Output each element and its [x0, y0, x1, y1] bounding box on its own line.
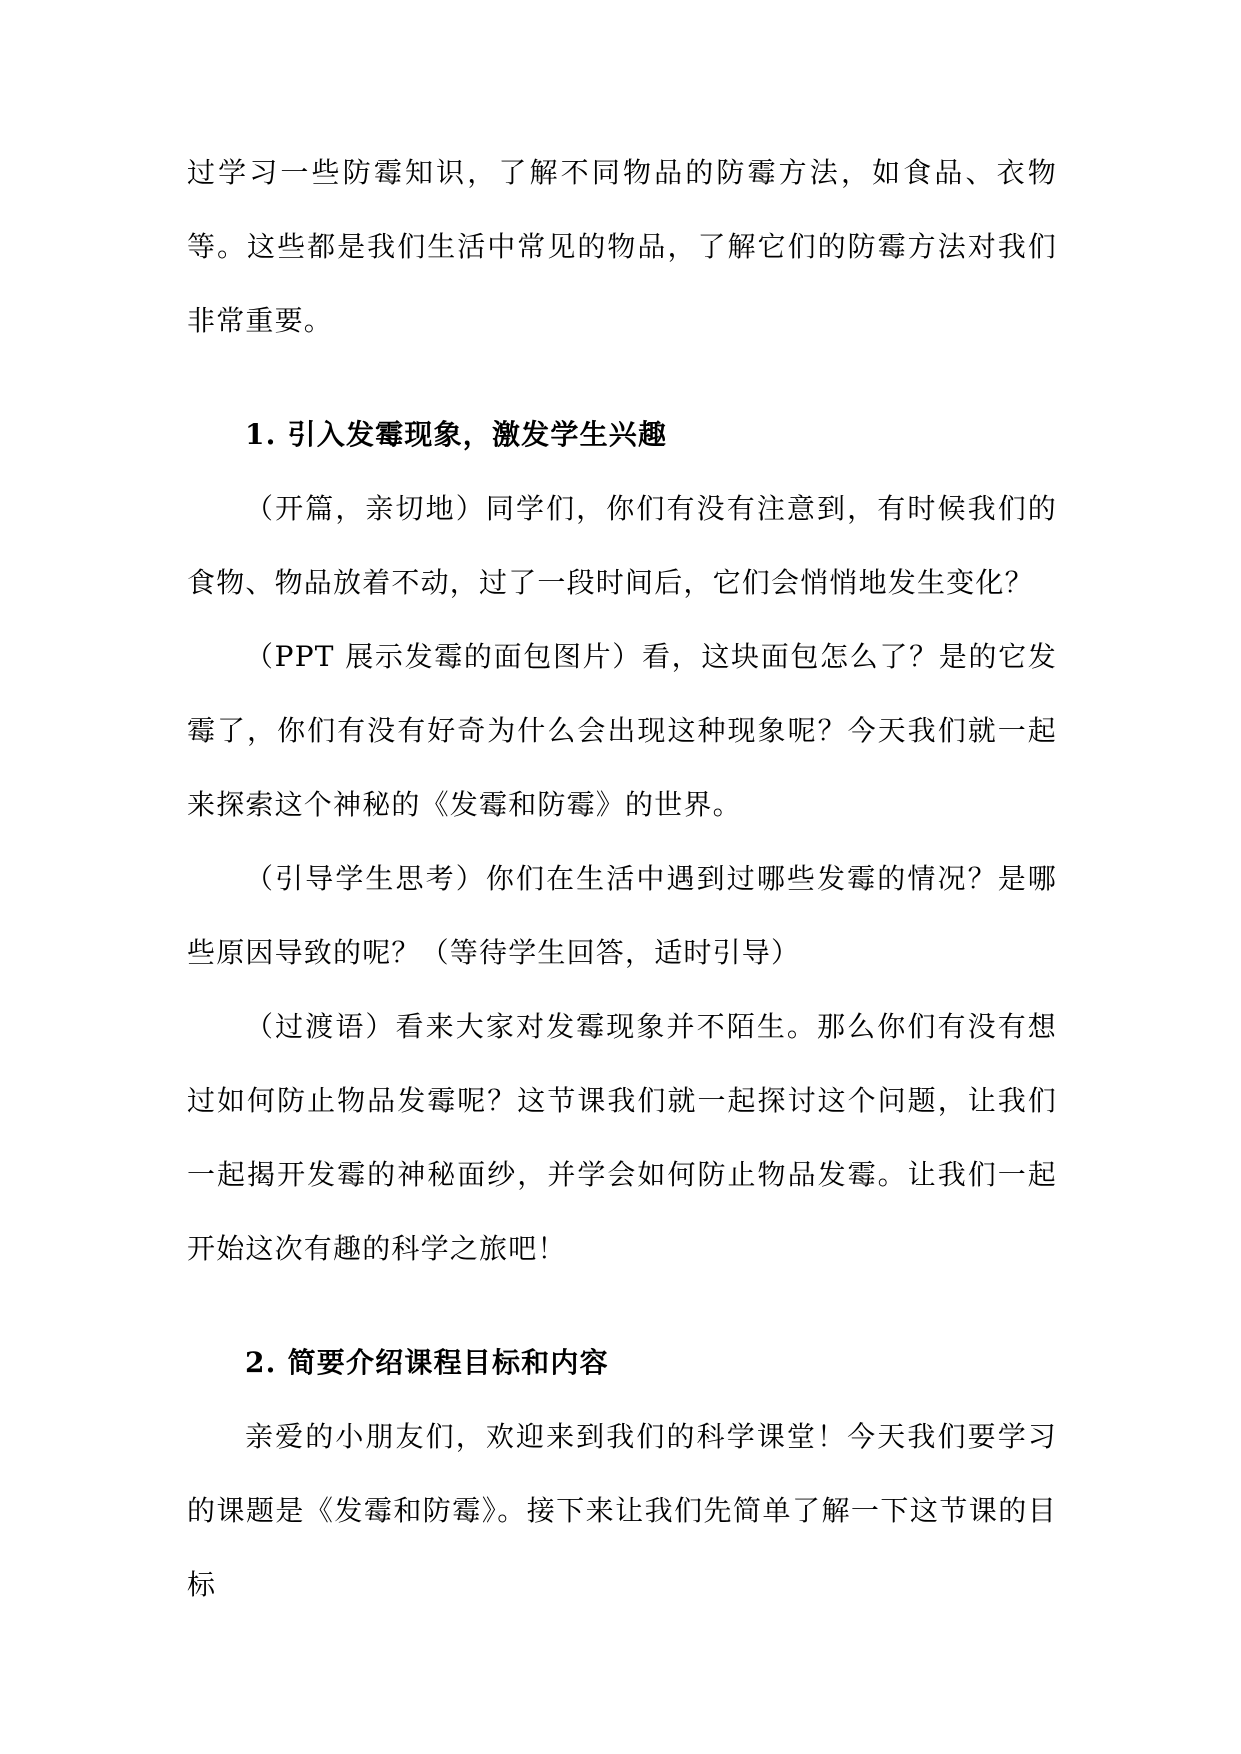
- paragraph-opening: （开篇，亲切地）同学们，你们有没有注意到，有时候我们的食物、物品放着不动，过了一段时间后，它们会悄悄地发生变化？: [187, 492, 1057, 599]
- paragraph-ppt-bread: （PPT 展示发霉的面包图片）看，这块面包怎么了？是的它发霉了，你们有没有好奇为什么会出现这种现象呢？今天我们就一起来探索这个神秘的《发霉和防霉》的世界。: [187, 640, 1057, 821]
- section-heading-2: 2. 简要介绍课程目标和内容: [245, 1346, 609, 1379]
- paragraph-guide-thinking: （引导学生思考）你们在生活中遇到过哪些发霉的情况？是哪些原因导致的呢？（等待学生回答，适时引导）: [187, 862, 1057, 969]
- section-heading-1: 1. 引入发霉现象，激发学生兴趣: [245, 418, 668, 451]
- paragraph-transition: （过渡语）看来大家对发霉现象并不陌生。那么你们有没有想过如何防止物品发霉呢？这节课我们就一起探讨这个问题，让我们一起揭开发霉的神秘面纱，并学会如何防止物品发霉。让我们一起开始这次有趣的科学之旅吧！: [187, 1010, 1057, 1265]
- paragraph-course-goals: 亲爱的小朋友们，欢迎来到我们的科学课堂！今天我们要学习的课题是《发霉和防霉》。接下来让我们先简单了解一下这节课的目标: [187, 1420, 1057, 1601]
- document-body: [187, 136, 1057, 1622]
- paragraph-intro: 过学习一些防霉知识，了解不同物品的防霉方法，如食品、衣物等。这些都是我们生活中常见的物品，了解它们的防霉方法对我们非常重要。: [187, 156, 1057, 337]
